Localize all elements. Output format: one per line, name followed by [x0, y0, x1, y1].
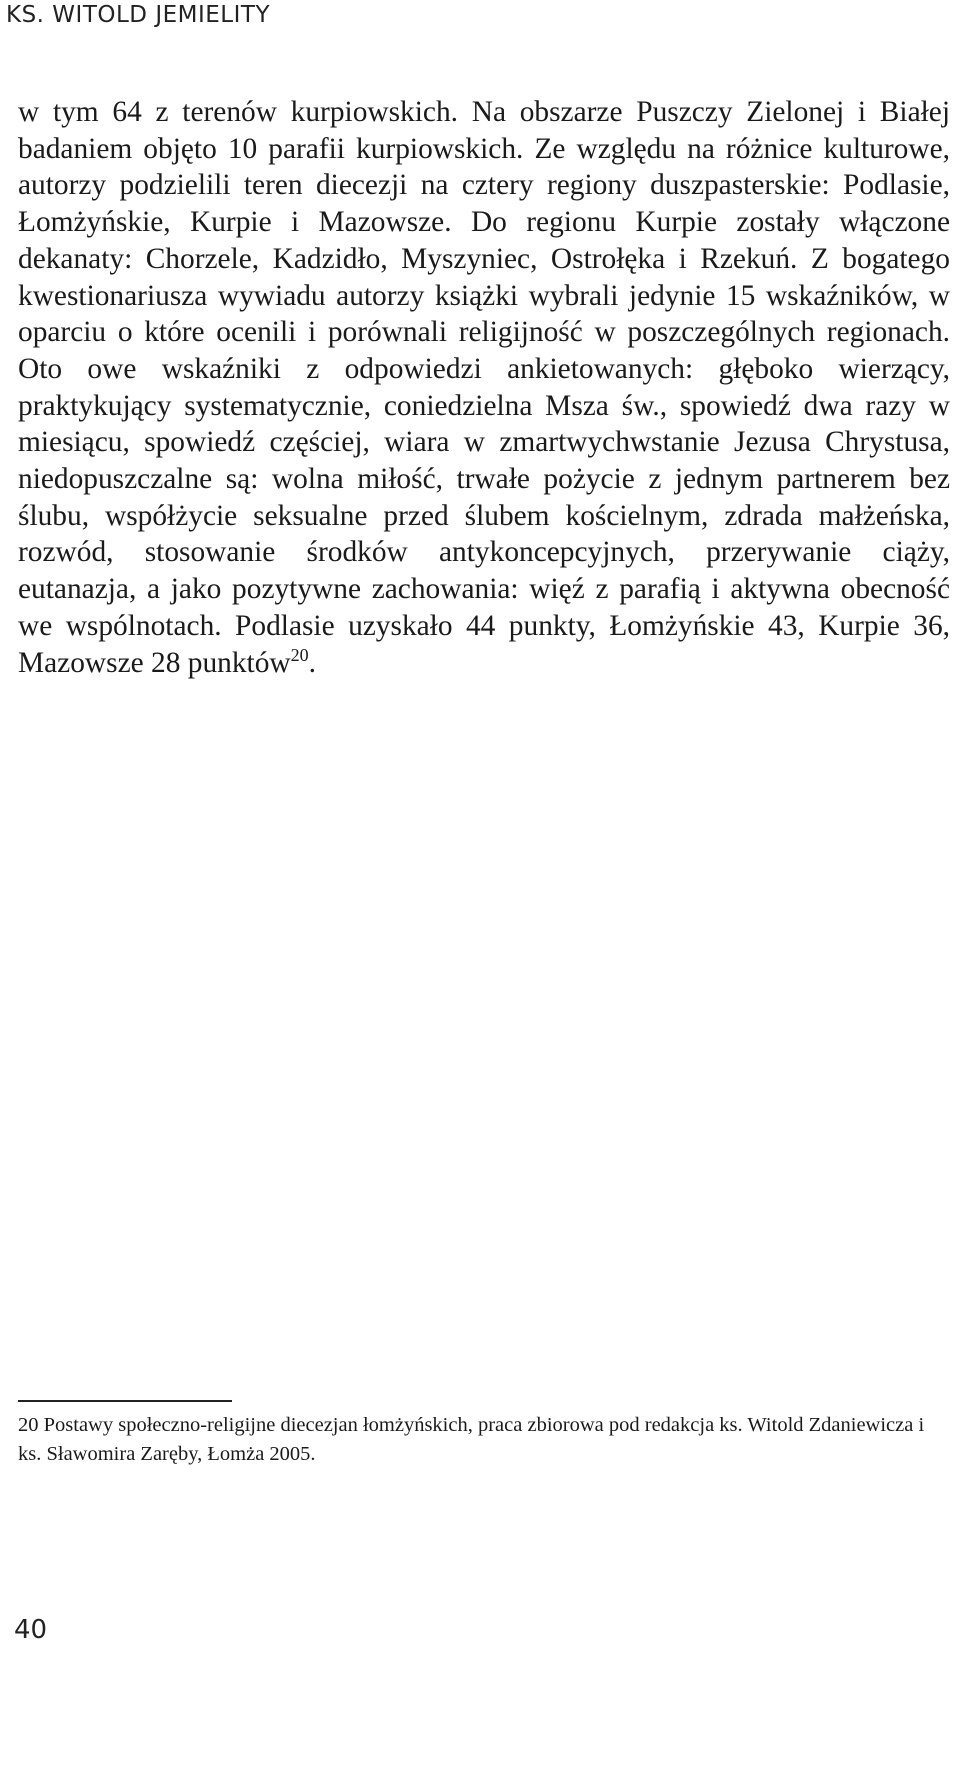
- running-head: KS. WITOLD JEMIELITY: [6, 2, 270, 28]
- footnote-reference: 20: [290, 644, 309, 665]
- page-number: 40: [14, 1615, 48, 1645]
- paragraph-end-punctuation: .: [308, 646, 316, 679]
- footnote: 20 Postawy społeczno-religijne diecezjan łomżyńskich, praca zbiorowa pod redakcja ks. Witold Zdaniewicza i ks. Sławomira Zaręby, Łomża 2005.: [18, 1414, 925, 1465]
- body-paragraph: [18, 94, 950, 681]
- body-paragraph-text: w tym 64 z terenów kurpiowskich. Na obszarze Puszczy Zielonej i Białej badaniem objęto 10 parafii kurpiowskich. Ze względu na różnice kulturowe, autorzy podzielili teren diecezji na cztery regiony duszpasterskie: Podlasie, Łomżyńskie, Kurpie i Mazowsze. Do regionu Kurpie zostały włączone dekanaty: Chorzele, Kadzidło, Myszyniec, Ostrołęka i Rzekuń. Z bogatego kwestionariusza wywiadu autorzy książki wybrali jedynie 15 wskaźników, w oparciu o które ocenili i porównali religijność w poszczególnych regionach. Oto owe wskaźniki z odpowiedzi ankietowanych: głęboko wierzący, praktykujący systematycznie, coniedzielna Msza św., spowiedź dwa razy w miesiącu, spowiedź częściej, wiara w zmartwychwstanie Jezusa Chrystusa, niedopuszczalne są: wolna miłość, trwałe pożycie z jednym partnerem bez ślubu, współżycie seksualne przed ślubem kościelnym, zdrada małżeńska, rozwód, stosowanie środków antykoncepcyjnych, przerywanie ciąży, eutanazja, a jako pozytywne zachowania: więź z parafią i aktywna obecność we wspólnotach. Podlasie uzyskało 44 punkty, Łomżyńskie 43, Kurpie 36, Mazowsze 28 punktów: [18, 96, 950, 679]
- footnote-separator: [18, 1400, 232, 1402]
